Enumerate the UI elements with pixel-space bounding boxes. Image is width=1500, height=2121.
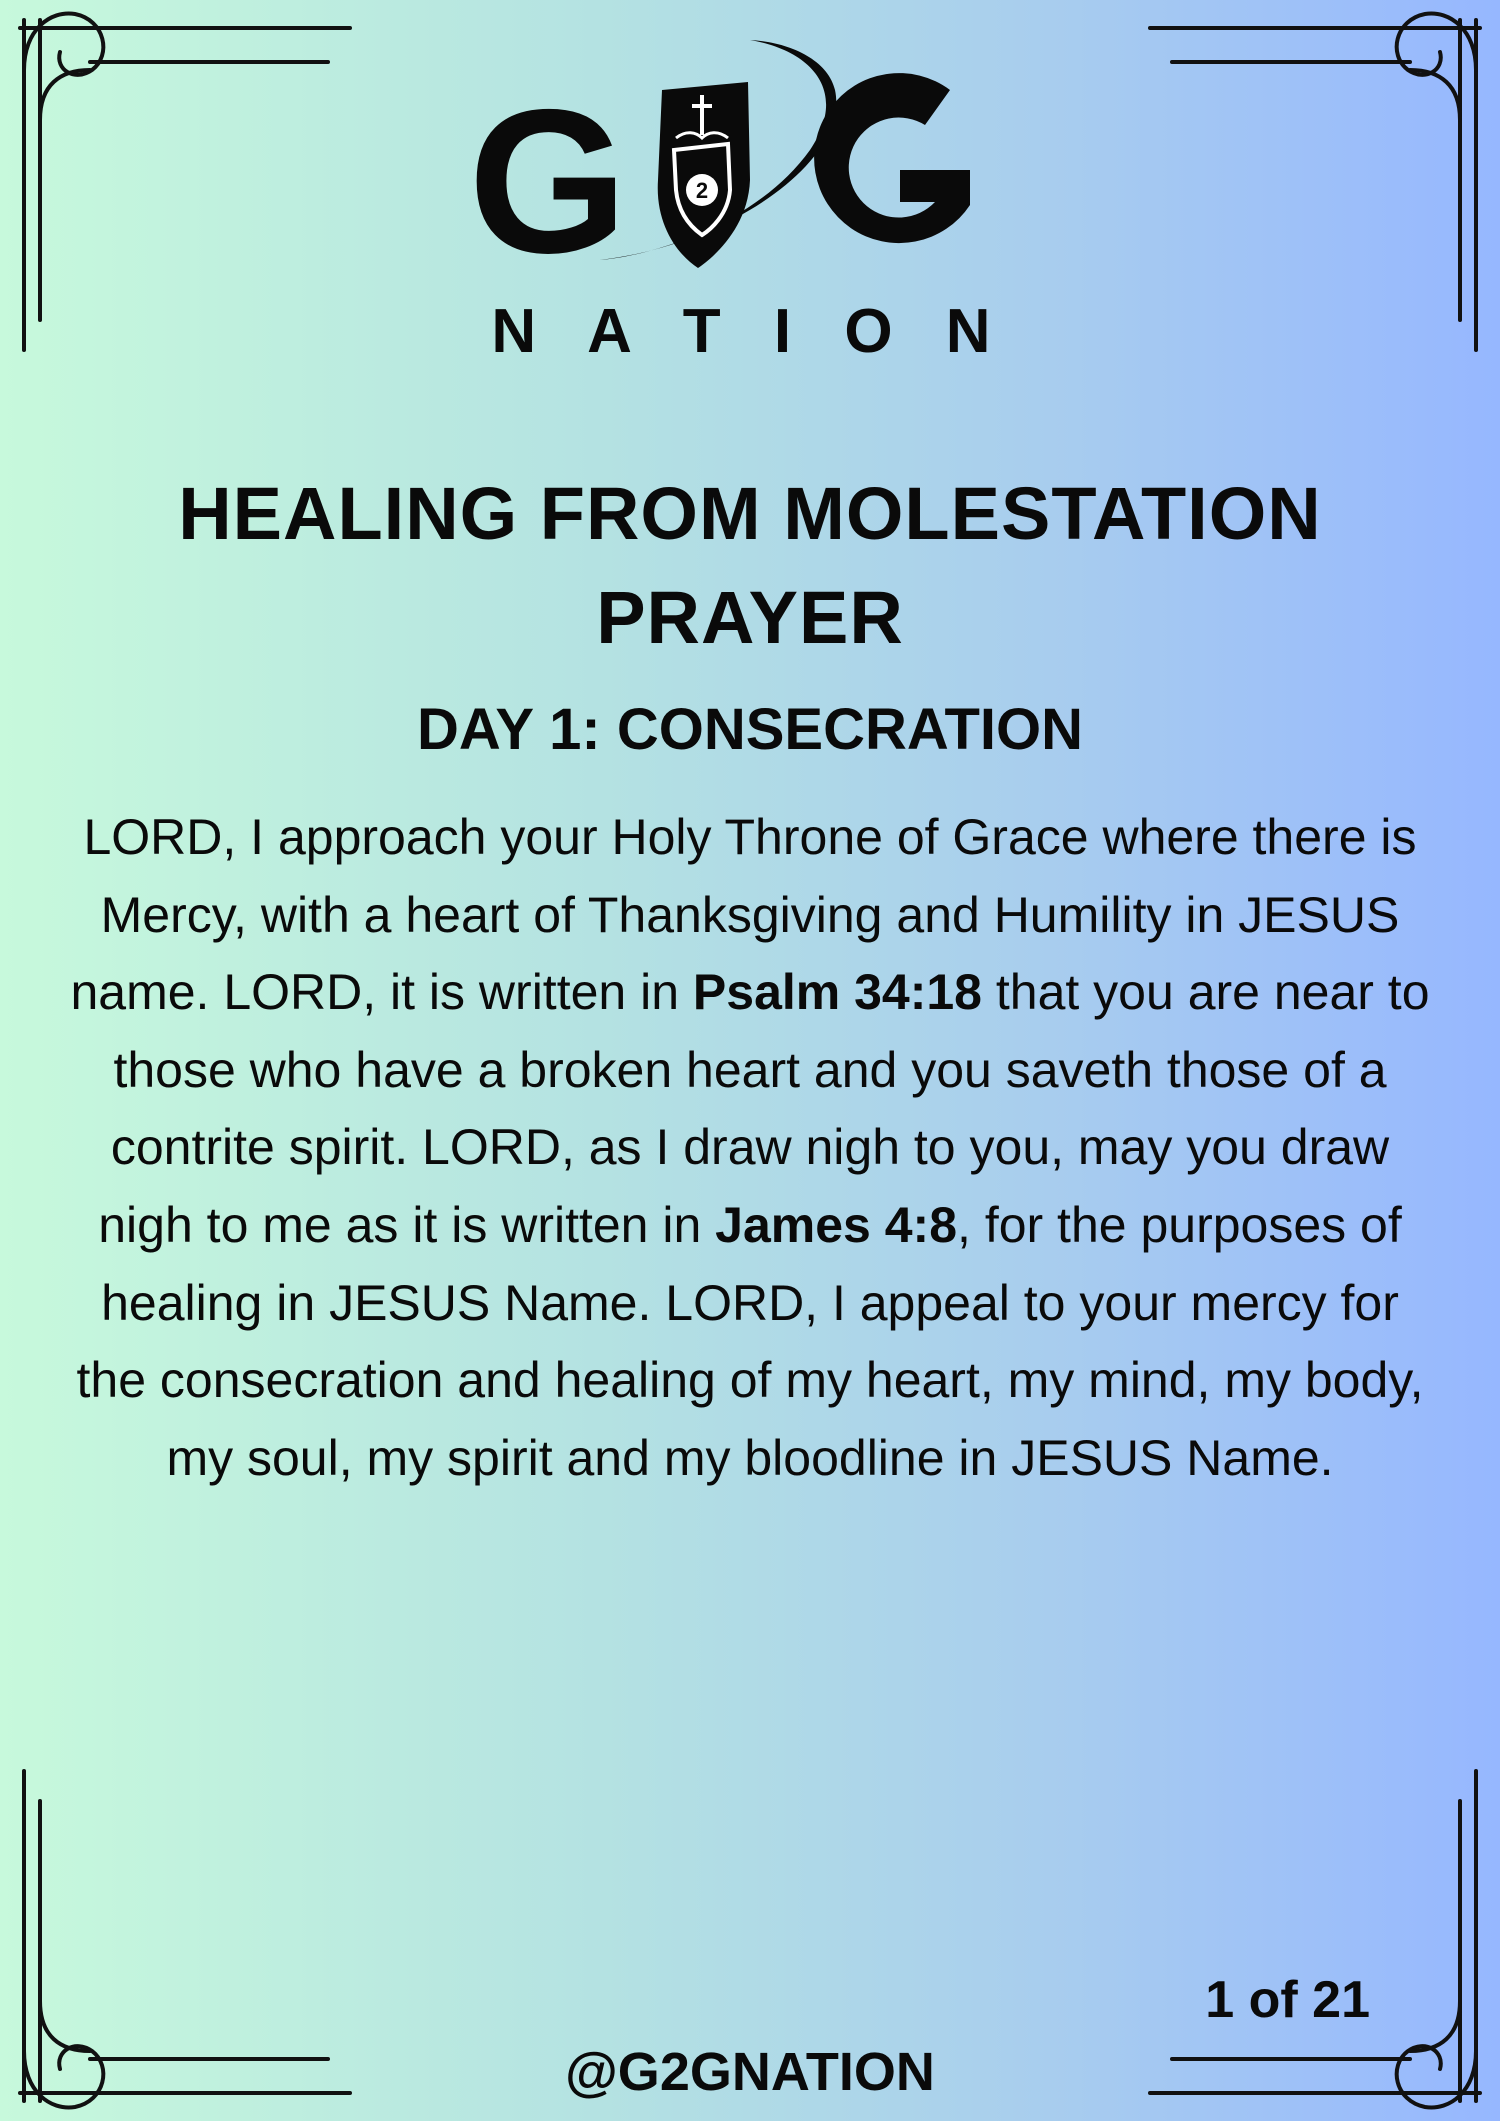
scripture-ref-psalm: Psalm 34:18 [692,964,982,1021]
page-indicator: 1 of 21 [1205,1971,1370,2029]
prayer-part-1: LORD, I approach your Holy Throne of Grace where there is Mercy, with a heart of Thanksgiving and Humility in JESUS name. LORD, it is written in [70,809,1417,1021]
scripture-ref-james: James 4:8 [715,1196,958,1253]
logo-letter-left: G [468,67,628,296]
page-title: HEALING FROM MOLESTATION PRAYER [178,472,1322,659]
logo-shield-number: 2 [695,178,709,203]
logo-nation-text: N A T I O N [491,297,1009,366]
g2g-nation-logo [430,30,1070,370]
day-subtitle: DAY 1: CONSECRATION [416,697,1084,762]
prayer-part-2: that you are near to those who have a broken heart and you saveth those of a contrite spirit. LORD, as I draw nigh to you, may you draw nigh to me as it is written in [98,964,1430,1253]
prayer-part-3: , for the purposes of healing in JESUS Name. LORD, I appeal to your mercy for the consecration and healing of my heart, my mind, my body, my soul, my spirit and my bloodline in JESUS Name. [76,1196,1424,1486]
corner-ornament-top-left [0,0,360,360]
corner-ornament-top-right [1140,0,1500,360]
prayer-text [60,799,1440,1497]
social-handle: @G2GNATION [565,2042,935,2102]
